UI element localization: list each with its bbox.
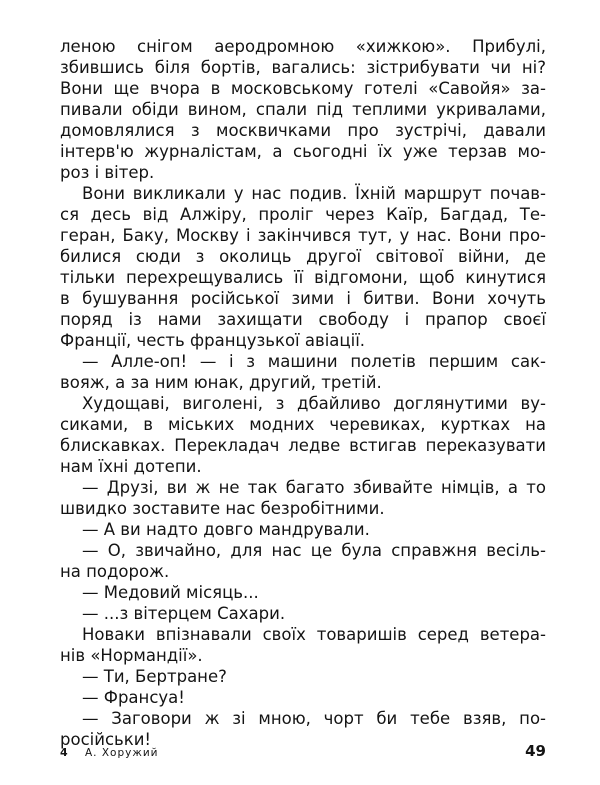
text-line: роз і вітер. bbox=[60, 163, 155, 182]
text-line: сиками, в міських модних черевиках, куртках на bbox=[60, 415, 546, 434]
text-line: — Ти, Бертране? bbox=[82, 667, 227, 686]
page-text bbox=[60, 36, 546, 750]
text-line: пивали обіди вином, спали під теплими укривалами, bbox=[60, 100, 546, 119]
paragraph bbox=[60, 351, 546, 393]
text-line: — Медовий місяць... bbox=[82, 583, 259, 602]
printer-signature bbox=[60, 746, 158, 759]
text-line: на подорож. bbox=[60, 562, 170, 581]
text-line: геран, Баку, Москву і закінчився тут, у нас. Вони про- bbox=[60, 226, 546, 245]
text-line: збившись біля бортів, вагались: зістрибувати чи ні? bbox=[60, 58, 546, 77]
text-line: нам їхні дотепи. bbox=[60, 457, 202, 476]
text-line: тільки перехрещувались її відгомони, щоб кинутися bbox=[60, 268, 546, 287]
text-line: ся десь від Алжіру, проліг через Каїр, Багдад, Те- bbox=[60, 205, 546, 224]
paragraph bbox=[60, 666, 546, 687]
paragraph bbox=[60, 183, 546, 351]
signature-number: 4 bbox=[60, 746, 69, 759]
paragraph bbox=[60, 582, 546, 603]
text-line: — Заговори ж зі мною, чорт би тебе взяв, по- bbox=[82, 709, 546, 728]
text-line: — ...з вітерцем Сахари. bbox=[82, 604, 286, 623]
text-line: — Франсуа! bbox=[82, 688, 185, 707]
signature-author: А. Хоружий bbox=[85, 747, 159, 759]
text-line: — О, звичайно, для нас це була справжня весіль- bbox=[82, 541, 546, 560]
text-line: Вони викликали у нас подив. Їхній маршрут почав- bbox=[82, 184, 546, 203]
text-line: швидко зоставите нас безробітними. bbox=[60, 499, 385, 518]
text-line: — Друзі, ви ж не так багато збивайте німців, а то bbox=[82, 478, 546, 497]
paragraph bbox=[60, 540, 546, 582]
page-footer bbox=[60, 742, 546, 762]
text-line: Худощаві, виголені, з дбайливо доглянутими ву- bbox=[82, 394, 546, 413]
text-line: Новаки впізнавали своїх товаришів серед ветера- bbox=[82, 625, 546, 644]
paragraph bbox=[60, 477, 546, 519]
paragraph bbox=[60, 36, 546, 183]
paragraph bbox=[60, 603, 546, 624]
text-line: Франції, честь французької авіації. bbox=[60, 331, 366, 350]
text-line: блискавках. Перекладач ледве встигав переказувати bbox=[60, 436, 546, 455]
text-line: поряд із нами захищати свободу і прапор своєї bbox=[60, 310, 546, 329]
text-line: Вони ще вчора в московському готелі «Савойя» за- bbox=[60, 79, 546, 98]
paragraph bbox=[60, 624, 546, 666]
text-line: — Алле-оп! — і з машини полетів першим сак- bbox=[82, 352, 546, 371]
paragraph bbox=[60, 687, 546, 708]
text-line: билися сюди з околиць другої світової війни, де bbox=[60, 247, 546, 266]
text-line: вояж, а за ним юнак, другий, третій. bbox=[60, 373, 382, 392]
paragraph bbox=[60, 519, 546, 540]
text-line: домовлялися з москвичками про зустрічі, давали bbox=[60, 121, 546, 140]
paragraph bbox=[60, 393, 546, 477]
text-line: нів «Нормандії». bbox=[60, 646, 203, 665]
text-line: — А ви надто довго мандрували. bbox=[82, 520, 370, 539]
text-line: в бушування російської зими і битви. Вони хочуть bbox=[60, 289, 546, 308]
text-line: леною снігом аеродромною «хижкою». Прибулі, bbox=[60, 37, 546, 56]
page-number: 49 bbox=[525, 742, 546, 760]
text-line: інтерв'ю журналістам, а сьогодні їх уже терзав мо- bbox=[60, 142, 546, 161]
text-line: російськи! bbox=[60, 730, 152, 749]
